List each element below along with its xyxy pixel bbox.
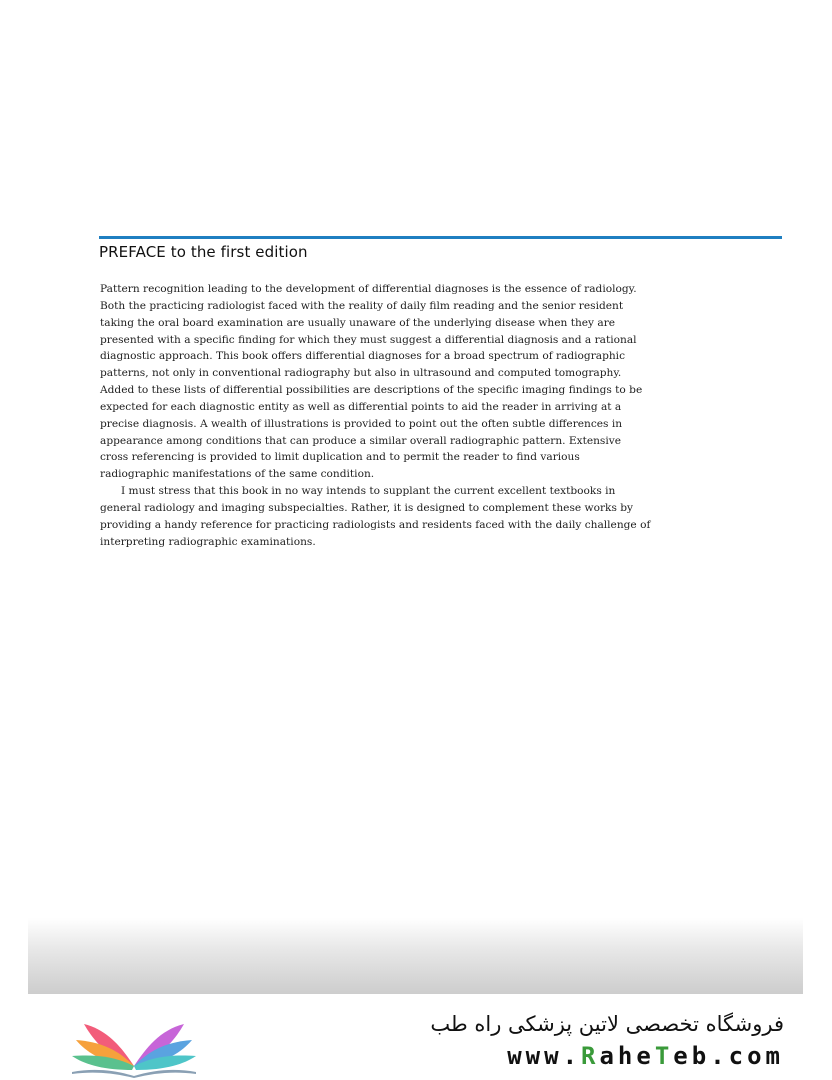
- preface-line: interpreting radiographic examinations.: [100, 535, 316, 548]
- preface-line: providing a handy reference for practicing radiologists and residents faced with the daily challenge of: [100, 518, 651, 531]
- preface-line: taking the oral board examination are usually unaware of the underlying disease when they are: [100, 316, 616, 329]
- url-accent-letter: R: [581, 1042, 600, 1070]
- preface-line: I must stress that this book in no way intends to supplant the current excellent textbooks in: [121, 485, 616, 498]
- preface-line: presented with a specific finding for which they must suggest a differential diagnosis and a rational: [100, 333, 637, 346]
- url-accent-letter: T: [654, 1042, 674, 1070]
- preface-line: Added to these lists of differential possibilities are descriptions of the specific imaging findings to be: [100, 384, 643, 397]
- preface-line: Pattern recognition leading to the development of differential diagnoses is the essence of radiology.: [100, 283, 637, 295]
- preface-line: appearance among conditions that can produce a similar overall radiographic pattern. Extensive: [100, 434, 622, 447]
- preface-line: diagnostic approach. This book offers differential diagnoses for a broad spectrum of radiographic: [100, 350, 626, 363]
- preface-line: radiographic manifestations of the same condition.: [100, 468, 375, 481]
- open-book-logo-icon: [70, 1008, 198, 1078]
- preface-line: patterns, not only in conventional radiography but also in ultrasound and computed tomography.: [100, 367, 622, 380]
- preface-line: expected for each diagnostic entity as well as differential points to aid the reader in arriving at a: [100, 400, 622, 413]
- page-bottom-shadow: [28, 918, 803, 994]
- store-url-link[interactable]: [507, 1042, 784, 1070]
- page-title: PREFACE to the first edition: [99, 243, 308, 261]
- heading-rule: [99, 236, 782, 239]
- url-part: eb.com: [673, 1042, 784, 1070]
- preface-line: cross referencing is provided to limit duplication and to permit the reader to find various: [100, 451, 580, 464]
- url-part: www.: [507, 1042, 582, 1070]
- preface-body: [100, 281, 651, 551]
- url-part: ahe: [599, 1042, 655, 1070]
- preface-line: precise diagnosis. A wealth of illustrations is provided to point out the often subtle differences in: [100, 417, 623, 430]
- store-name: فروشگاه تخصصی لاتین پزشکی راه طب: [430, 1012, 784, 1036]
- preface-line: Both the practicing radiologist faced with the reality of daily film reading and the senior resident: [100, 299, 624, 312]
- preface-line: general radiology and imaging subspecialties. Rather, it is designed to complement these works by: [100, 501, 634, 514]
